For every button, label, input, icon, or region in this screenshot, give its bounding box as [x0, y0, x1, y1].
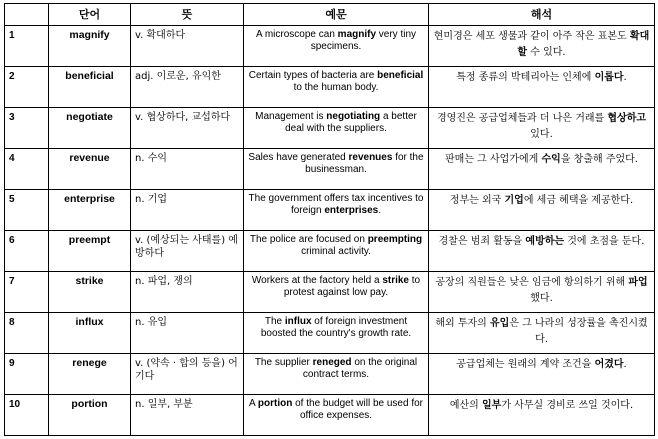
row-number: 8: [5, 313, 49, 354]
row-number: 3: [5, 108, 49, 149]
sentence-part: 것에 초점을 둔다.: [564, 236, 645, 247]
word-meaning: n. 일부, 부분: [131, 395, 244, 436]
vocab-word: strike: [49, 272, 131, 313]
highlighted-term: 기업: [504, 195, 524, 206]
sentence-part: The government offers tax incentives to foreign: [248, 193, 424, 216]
sentence-part: 에 세금 혜택을 제공한다.: [523, 195, 634, 206]
korean-translation: [429, 313, 655, 354]
table-row: [5, 313, 655, 354]
sentence-part: of the budget will be used for office expenses.: [292, 398, 423, 421]
sentence-part: Sales have generated: [248, 152, 349, 163]
table-row: [5, 354, 655, 395]
example-sentence: [244, 354, 429, 395]
row-number: 1: [5, 26, 49, 67]
korean-translation: [429, 190, 655, 231]
vocab-word: enterprise: [49, 190, 131, 231]
row-number: 7: [5, 272, 49, 313]
sentence-part: Workers at the factory held a: [251, 275, 383, 286]
header-number: [5, 4, 49, 26]
sentence-part: 가 사무실 경비로 쓰일 것이다.: [501, 400, 634, 411]
vocab-word: preempt: [49, 231, 131, 272]
highlighted-term: 협상하고: [607, 113, 647, 124]
sentence-part: 판매는 그 사업가에게: [445, 154, 542, 165]
sentence-part: The: [264, 316, 285, 327]
sentence-part: .: [623, 72, 627, 83]
table-row: [5, 67, 655, 108]
highlighted-term: negotiating: [326, 111, 381, 122]
table-row: [5, 395, 655, 436]
sentence-part: on the original contract terms.: [302, 357, 418, 380]
table-row: [5, 108, 655, 149]
highlighted-term: 이롭다: [594, 72, 624, 83]
row-number: 5: [5, 190, 49, 231]
sentence-part: 수 있다.: [527, 47, 566, 58]
highlighted-term: revenues: [348, 152, 393, 163]
sentence-part: 은 그 나라의 성장률을 촉진시켰다.: [509, 318, 648, 345]
sentence-part: very tiny specimens.: [310, 29, 417, 52]
highlighted-term: magnify: [337, 29, 377, 40]
highlighted-term: preempting: [367, 234, 423, 245]
example-sentence: [244, 272, 429, 313]
word-meaning: adj. 이로운, 유익한: [131, 67, 244, 108]
sentence-part: 해외 투자의: [435, 318, 491, 329]
row-number: 2: [5, 67, 49, 108]
table-row: [5, 190, 655, 231]
example-sentence: [244, 313, 429, 354]
word-meaning: n. 기업: [131, 190, 244, 231]
korean-translation: [429, 354, 655, 395]
example-sentence: [244, 149, 429, 190]
row-number: 10: [5, 395, 49, 436]
highlighted-term: strike: [382, 275, 409, 286]
sentence-part: A: [249, 398, 258, 409]
sentence-part: a better deal with the suppliers.: [285, 111, 417, 134]
word-meaning: n. 수익: [131, 149, 244, 190]
sentence-part: 공장의 직원들은 낮은 임금에 항의하기 위해: [435, 277, 629, 288]
korean-translation: [429, 108, 655, 149]
example-sentence: [244, 108, 429, 149]
row-number: 6: [5, 231, 49, 272]
table-row: [5, 272, 655, 313]
sentence-part: 했다.: [530, 293, 553, 304]
vocab-word: portion: [49, 395, 131, 436]
vocabulary-table: [4, 3, 655, 436]
sentence-part: to the human body.: [293, 82, 379, 93]
example-sentence: [244, 67, 429, 108]
korean-translation: [429, 67, 655, 108]
vocab-word: negotiate: [49, 108, 131, 149]
vocab-word: revenue: [49, 149, 131, 190]
table-row: [5, 231, 655, 272]
word-meaning: v. (약속 · 합의 등을) 어기다: [131, 354, 244, 395]
vocab-word: beneficial: [49, 67, 131, 108]
sentence-part: to protest against low pay.: [283, 275, 421, 298]
header-row: [5, 4, 655, 26]
sentence-part: The supplier: [254, 357, 313, 368]
sentence-part: 있다.: [530, 129, 553, 140]
korean-translation: [429, 395, 655, 436]
header-meaning: 뜻: [131, 4, 244, 26]
highlighted-term: reneged: [312, 357, 352, 368]
sentence-part: 을 창출해 주었다.: [560, 154, 638, 165]
sentence-part: .: [378, 205, 382, 216]
table-row: [5, 149, 655, 190]
sentence-part: 정부는 외국: [449, 195, 505, 206]
korean-translation: [429, 26, 655, 67]
highlighted-term: 확대할: [517, 31, 650, 58]
highlighted-term: 어겼다: [594, 359, 624, 370]
sentence-part: of foreign investment boosted the country's growth rate.: [260, 316, 412, 339]
vocab-word: magnify: [49, 26, 131, 67]
sentence-part: 공급업체는 원래의 계약 조건을: [456, 359, 595, 370]
header-word: 단어: [49, 4, 131, 26]
highlighted-term: 수익: [541, 154, 561, 165]
korean-translation: [429, 272, 655, 313]
word-meaning: n. 파업, 쟁의: [131, 272, 244, 313]
sentence-part: Management is: [255, 111, 327, 122]
row-number: 9: [5, 354, 49, 395]
vocab-word: renege: [49, 354, 131, 395]
example-sentence: [244, 190, 429, 231]
example-sentence: [244, 395, 429, 436]
korean-translation: [429, 231, 655, 272]
highlighted-term: 유입: [490, 318, 510, 329]
header-translation: 해석: [429, 4, 655, 26]
word-meaning: v. (예상되는 사태를) 예방하다: [131, 231, 244, 272]
highlighted-term: enterprises: [324, 205, 379, 216]
sentence-part: Certain types of bacteria are: [248, 70, 378, 81]
sentence-part: 경영진은 공급업체들과 더 나은 거래를: [436, 113, 608, 124]
sentence-part: 경찰은 범죄 활동을: [438, 236, 526, 247]
table-row: [5, 26, 655, 67]
korean-translation: [429, 149, 655, 190]
highlighted-term: beneficial: [377, 70, 424, 81]
word-meaning: v. 확대하다: [131, 26, 244, 67]
word-meaning: n. 유입: [131, 313, 244, 354]
example-sentence: [244, 231, 429, 272]
sentence-part: .: [623, 359, 627, 370]
sentence-part: 현미경은 세포 생물과 같이 아주 작은 표본도: [433, 31, 630, 42]
sentence-part: criminal activity.: [301, 246, 371, 257]
highlighted-term: influx: [284, 316, 312, 327]
sentence-part: The police are focused on: [249, 234, 368, 245]
row-number: 4: [5, 149, 49, 190]
word-meaning: v. 협상하다, 교섭하다: [131, 108, 244, 149]
highlighted-term: portion: [257, 398, 293, 409]
sentence-part: for the businessman.: [305, 152, 424, 175]
sentence-part: 특정 종류의 박테리아는 인체에: [456, 72, 595, 83]
header-example: 예문: [244, 4, 429, 26]
highlighted-term: 파업: [628, 277, 648, 288]
highlighted-term: 예방하는: [525, 236, 565, 247]
sentence-part: 예산의: [449, 400, 482, 411]
highlighted-term: 일부: [482, 400, 502, 411]
sentence-part: A microscope can: [255, 29, 338, 40]
vocab-word: influx: [49, 313, 131, 354]
example-sentence: [244, 26, 429, 67]
